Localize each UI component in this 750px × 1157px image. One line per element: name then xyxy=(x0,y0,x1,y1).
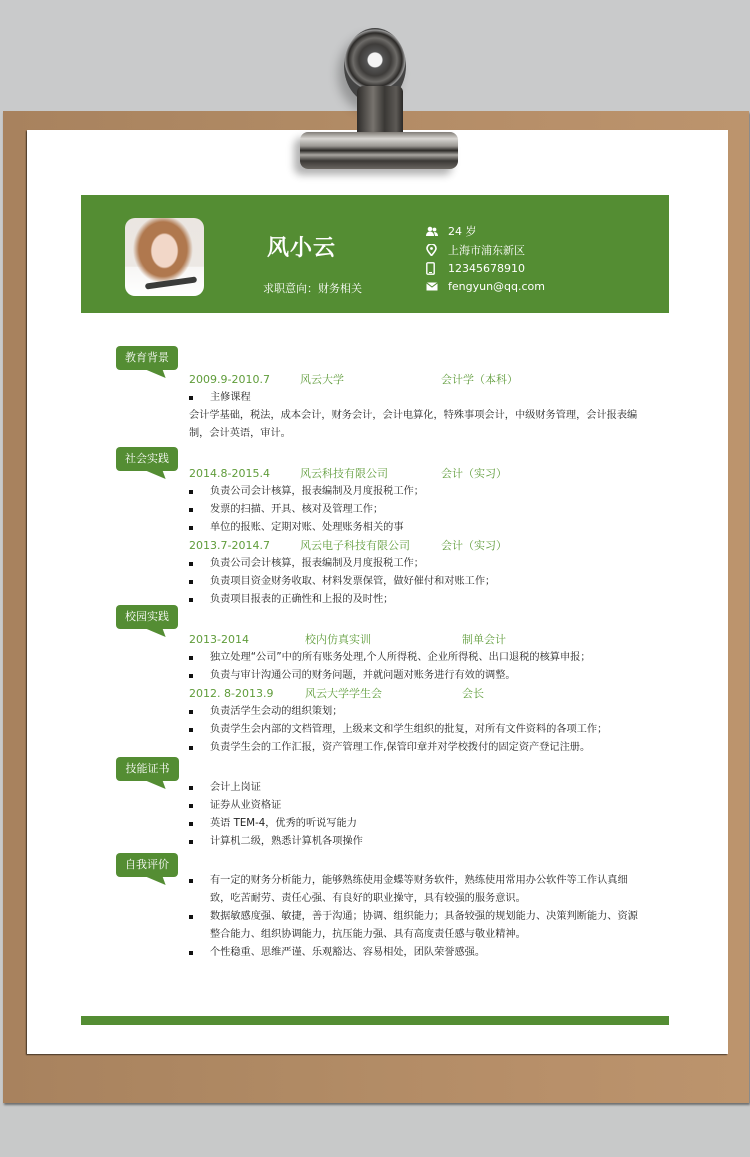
candidate-name: 风小云 xyxy=(267,236,337,261)
contact-phone: 12345678910 xyxy=(426,259,545,278)
entry-date: 2009.9-2010.7 xyxy=(189,373,270,386)
entry-date: 2012. 8-2013.9 xyxy=(189,687,274,700)
contact-location: 上海市浦东新区 xyxy=(426,241,545,260)
footer-accent-bar xyxy=(81,1016,669,1025)
job-intent: 求职意向：财务相关 xyxy=(263,282,362,295)
person-icon xyxy=(426,226,448,237)
binder-clip-base xyxy=(300,132,458,169)
contact-list xyxy=(426,222,545,296)
entry-role: 会计（实习） xyxy=(441,467,507,480)
course-list: 会计学基础，税法，成本会计，财务会计，会计电算化，特殊事项会计，中级财务管理，会计报表编制，会计英语，审计。 xyxy=(189,410,638,439)
section-tag-skills: 技能证书 xyxy=(116,757,179,781)
entry-org: 风云大学 xyxy=(300,373,344,386)
section-tag-education: 教育背景 xyxy=(116,346,178,370)
section-tag-self-evaluation: 自我评价 xyxy=(116,853,178,877)
entry-date: 2014.8-2015.4 xyxy=(189,467,270,480)
entry-org: 校内仿真实训 xyxy=(305,633,371,646)
binder-clip xyxy=(296,24,462,172)
location-pin-icon xyxy=(426,244,448,256)
entry-date: 2013-2014 xyxy=(189,633,249,646)
resume-header xyxy=(81,195,669,313)
contact-email: fengyun@qq.com xyxy=(426,278,545,297)
section-tag-campus-practice: 校园实践 xyxy=(116,605,178,629)
list-item: 有一定的财务分析能力，能够熟练使用金蝶等财务软件，熟练使用常用办公软件等工作认真细致，吃苦耐劳、责任心强、有良好的职业操守，具有较强的服务意识。 xyxy=(189,872,639,908)
entry-org: 风云大学学生会 xyxy=(305,687,382,700)
section-tag-social-practice: 社会实践 xyxy=(116,447,178,471)
entry-org: 风云科技有限公司 xyxy=(300,467,388,480)
list-item: 数据敏感度强、敏捷，善于沟通；协调、组织能力；具备较强的规划能力、决策判断能力、资源整合能力、组织协调能力，抗压能力强、具有高度责任感与敬业精神。 xyxy=(189,908,639,944)
entry-role: 会长 xyxy=(462,687,484,700)
list-item: 个性稳重、思维严谨、乐观豁达、容易相处，团队荣誉感强。 xyxy=(189,944,639,962)
entry-role: 制单会计 xyxy=(462,633,506,646)
mail-icon xyxy=(426,282,448,291)
entry-date: 2013.7-2014.7 xyxy=(189,539,270,552)
entry-role: 会计（实习） xyxy=(441,539,507,552)
entry-org: 风云电子科技有限公司 xyxy=(300,539,410,552)
contact-age: 24 岁 xyxy=(426,222,545,241)
profile-photo xyxy=(125,218,204,296)
entry-role: 会计学（本科） xyxy=(441,373,518,386)
phone-icon xyxy=(426,262,448,275)
